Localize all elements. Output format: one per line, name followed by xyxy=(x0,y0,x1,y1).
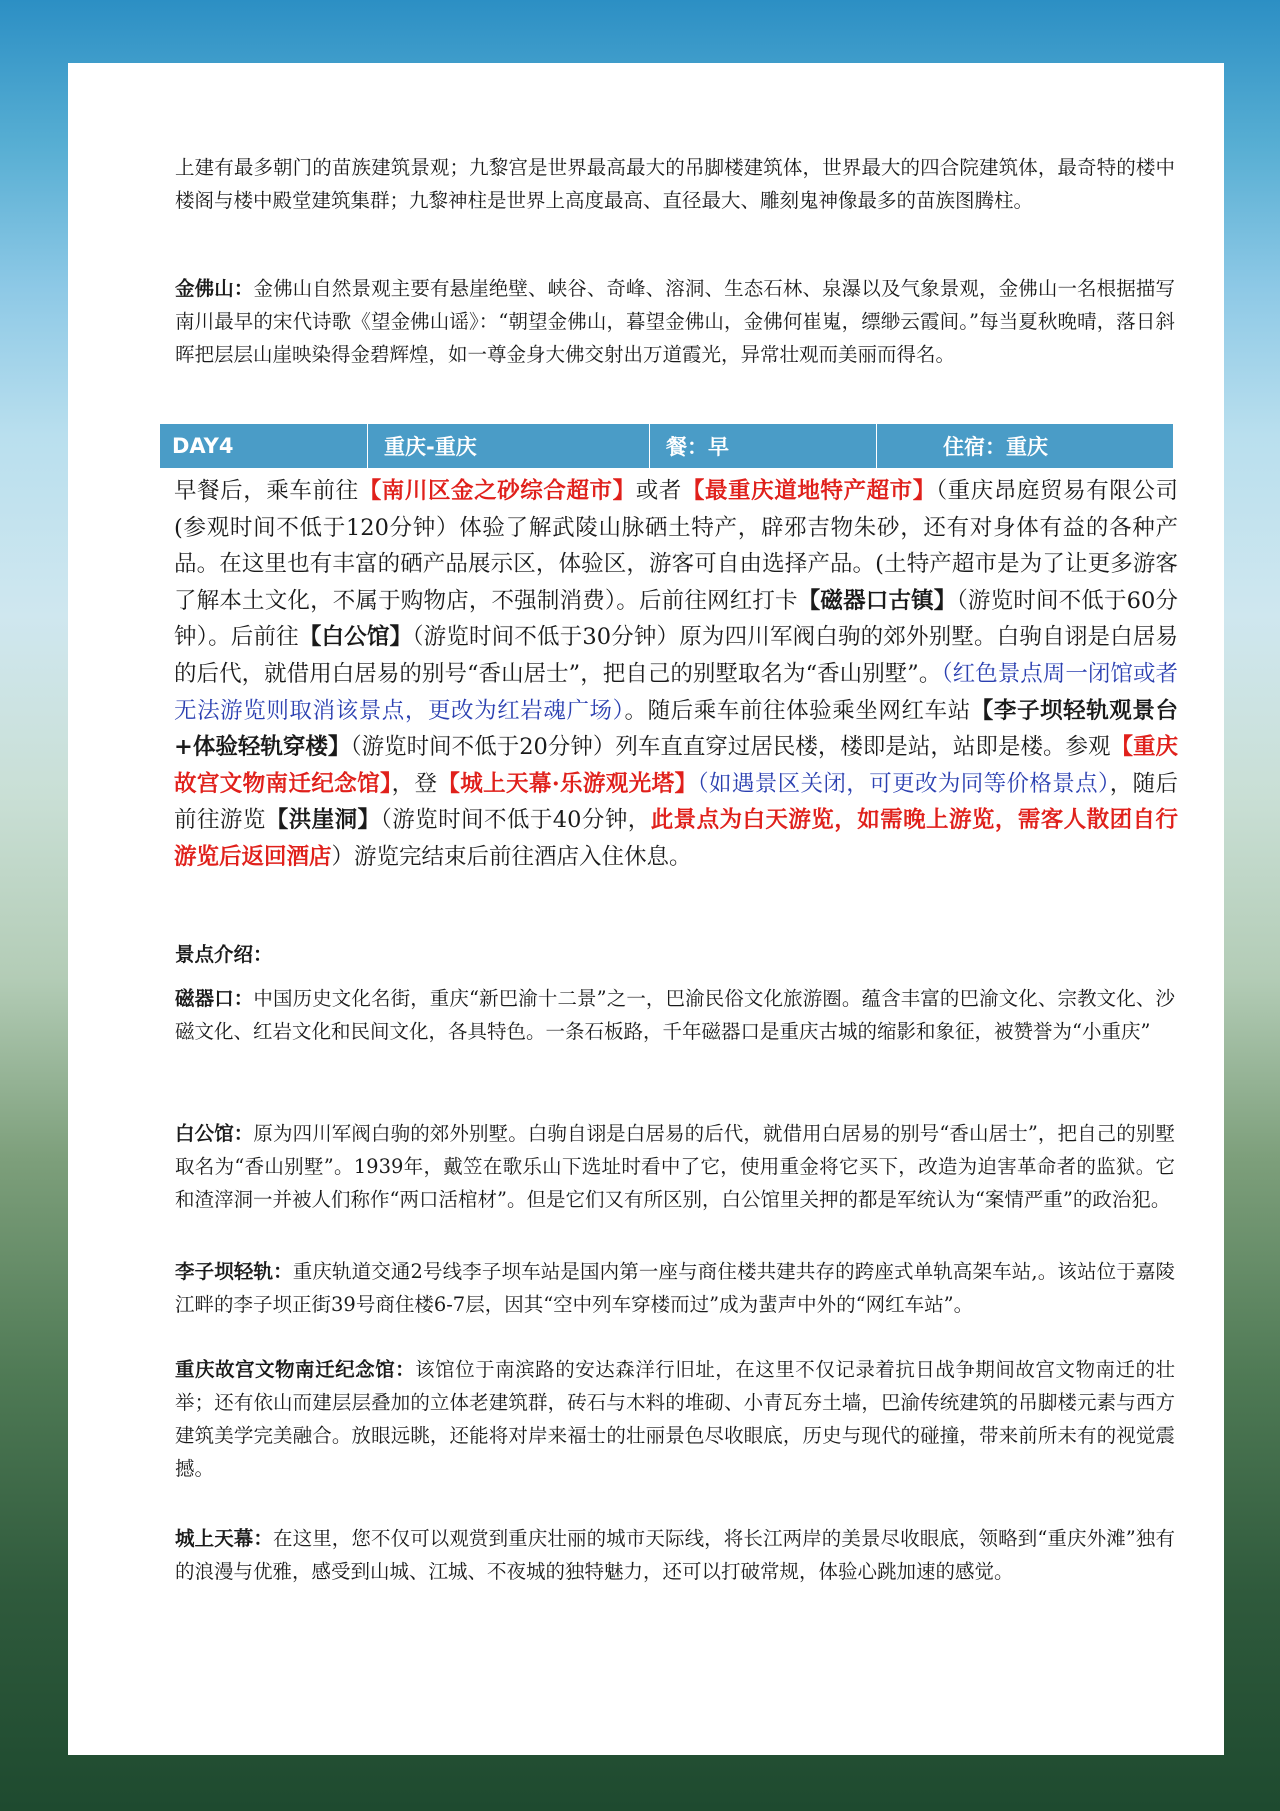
highlight-gugong-museum: 【重庆故宫文物南迁纪念馆】 xyxy=(174,734,1178,797)
highlight-hongyadong: 【洪崖洞】 xyxy=(265,807,381,834)
day-number: DAY4 xyxy=(160,424,368,468)
jinfoshan-paragraph xyxy=(175,272,1175,371)
jinfoshan-text: 金佛山自然景观主要有悬崖绝壁、峡谷、奇峰、溶洞、生态石林、泉瀑以及气象景观，金佛山一名根据描写南川最早的宋代诗歌《望金佛山谣》：“朝望金佛山，暮望金佛山，金佛何崔嵬，缥缈云霞间。”每当夏秋晚晴，落日斜晖把层层山崖映染得金碧辉煌，如一尊金身大佛交射出万道霞光，异常壮观而美丽而得名。 xyxy=(175,277,1175,366)
day-hotel: 住宿：重庆 xyxy=(943,435,1048,459)
day-header-bar xyxy=(160,424,1173,468)
sight-label: 磁器口： xyxy=(175,987,254,1010)
day-itinerary-text: 早餐后，乘车前往【南川区金之砂综合超市】或者【最重庆道地特产超市】（重庆昂庭贸易有限公司(参观时间不低于120分钟）体验了解武陵山脉硒土特产，辟邪吉物朱砂，还有对身体有益的各种产品。在这里也有丰富的硒产品展示区，体验区，游客可自由选择产品。(土特产超市是为了让更多游客了解本土文化，不属于购物店，不强制消费）。后前往网红打卡【磁器口古镇】（游览时间不低于60分钟）。后前往【白公馆】（游览时间不低于30分钟）原为四川军阀白驹的郊外别墅。白驹自诩是白居易的后代，就借用白居易的别号“香山居士”，把自己的别墅取名为“香山别墅”。（红色景点周一闭馆或者无法游览则取消该景点，更改为红岩魂广场）。随后乘车前往体验乘坐网红车站【李子坝轻轨观景台+体验轻轨穿楼】（游览时间不低于20分钟）列车直直穿过居民楼，楼即是站，站即是楼。参观【重庆故宫文物南迁纪念馆】，登【城上天幕·乐游观光塔】（如遇景区关闭，可更改为同等价格景点），随后前往游览【洪崖洞】（游览时间不低于40分钟，此景点为白天游览，如需晚上游览，需客人散团自行游览后返回酒店）游览完结束后前往酒店入住休息。 xyxy=(174,478,1178,870)
highlight-tianmu-tower: 【城上天幕·乐游观光塔】 xyxy=(437,770,698,797)
sight-label: 城上天幕： xyxy=(175,1527,273,1550)
sight-chengshang-tianmu: 城上天幕：在这里，您不仅可以观赏到重庆壮丽的城市天际线，将长江两岸的美景尽收眼底，领略到“重庆外滩”独有的浪漫与优雅，感受到山城、江城、不夜城的独特魅力，还可以打破常规，体验心跳加速的感觉。 xyxy=(175,1527,1175,1583)
intro-paragraph: 上建有最多朝门的苗族建筑景观；九黎宫是世界最高最大的吊脚楼建筑体，世界最大的四合院建筑体，最奇特的楼中楼阁与楼中殿堂建筑集群；九黎神柱是世界上高度最高、直径最大、雕刻鬼神像最多的苗族图腾柱。 xyxy=(175,156,1175,212)
sights-intro-title: 景点介绍： xyxy=(175,943,273,966)
highlight-ciqikou: 【磁器口古镇】 xyxy=(797,587,957,614)
jinfoshan-label: 金佛山： xyxy=(175,277,254,300)
note-daytime-visit: 此景点为白天游览，如需晚上游览，需客人散团自行游览后返回酒店 xyxy=(174,807,1178,870)
highlight-liziba: 【李子坝轻轨观景台+体验轻轨穿楼】 xyxy=(174,697,1178,761)
day-route: 重庆-重庆 xyxy=(368,424,650,468)
sight-label: 重庆故宫文物南迁纪念馆： xyxy=(175,1358,416,1381)
itinerary-page xyxy=(68,63,1224,1755)
sight-ciqikou: 磁器口：中国历史文化名街，重庆“新巴渝十二景”之一，巴渝民俗文化旅游圈。蕴含丰富的巴渝文化、宗教文化、沙磁文化、红岩文化和民间文化，各具特色。一条石板路，千年磁器口是重庆古城的缩影和象征，被赞誉为“小重庆” xyxy=(175,987,1175,1043)
sight-liziba: 李子坝轻轨：重庆轨道交通2号线李子坝车站是国内第一座与商住楼共建共存的跨座式单轨高架车站,。该站位于嘉陵江畔的李子坝正街39号商住楼6-7层，因其“空中列车穿楼而过”成为蜚声中外的“网红车站”。 xyxy=(175,1260,1175,1316)
highlight-baigongguan: 【白公馆】 xyxy=(298,624,413,651)
sight-gugong-museum: 重庆故宫文物南迁纪念馆：该馆位于南滨路的安达森洋行旧址，在这里不仅记录着抗日战争期间故宫文物南迁的壮举；还有依山而建层层叠加的立体老建筑群，砖石与木料的堆砌、小青瓦夯土墙，巴渝传统建筑的吊脚楼元素与西方建筑美学完美融合。放眼远眺，还能将对岸来福士的壮丽景色尽收眼底，历史与现代的碰撞，带来前所未有的视觉震撼。 xyxy=(175,1358,1175,1480)
sight-label: 李子坝轻轨： xyxy=(175,1260,293,1283)
note-scenic-closure: （如遇景区关闭，可更改为同等价格景点） xyxy=(697,770,1110,797)
note-red-site-closure: （红色景点周一闭馆或者无法游览则取消该景点，更改为红岩魂广场） xyxy=(174,660,1178,724)
highlight-supermarket-2: 【最重庆道地特产超市】 xyxy=(681,478,936,504)
sight-label: 白公馆： xyxy=(175,1122,254,1145)
sight-baigongguan: 白公馆：原为四川军阀白驹的郊外别墅。白驹自诩是白居易的后代，就借用白居易的别号“香山居士”，把自己的别墅取名为“香山别墅”。1939年，戴笠在歌乐山下选址时看中了它，使用重金将它买下，改造为迫害革命者的监狱。它和渣滓洞一并被人们称作“两口活棺材”。但是它们又有所区别，白公馆里关押的都是军统认为“案情严重”的政治犯。 xyxy=(175,1122,1175,1211)
day-meals: 餐：早 xyxy=(650,424,877,468)
highlight-supermarket-1: 【南川区金之砂综合超市】 xyxy=(358,478,636,504)
